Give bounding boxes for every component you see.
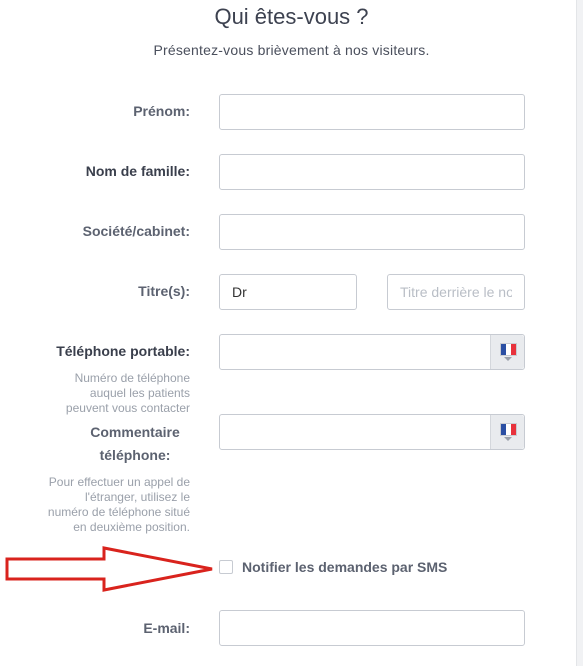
page-subtitle: Présentez-vous brièvement à nos visiteurs. xyxy=(153,42,430,58)
sms-notify-checkbox[interactable] xyxy=(219,560,233,574)
phone-comment-field[interactable] xyxy=(219,414,525,450)
page-title: Qui êtes-vous ? xyxy=(214,4,369,29)
mobile-country-selector[interactable] xyxy=(490,335,524,369)
title-suffix-field[interactable] xyxy=(387,274,525,310)
scrollbar-track[interactable] xyxy=(576,0,583,666)
last-name-label: Nom de famille: xyxy=(85,163,190,179)
caret-down-icon xyxy=(504,357,512,361)
france-flag-icon xyxy=(500,343,517,356)
first-name-label: Prénom: xyxy=(133,103,190,119)
sms-notify-label[interactable]: Notifier les demandes par SMS xyxy=(242,559,448,575)
company-label: Société/cabinet: xyxy=(82,223,190,239)
red-arrow-icon xyxy=(4,545,216,595)
last-name-field[interactable] xyxy=(219,154,525,190)
title-prefix-field[interactable] xyxy=(219,274,357,310)
mobile-phone-field[interactable] xyxy=(219,334,525,370)
company-field[interactable] xyxy=(219,214,525,250)
first-name-field[interactable] xyxy=(219,94,525,130)
email-label: E-mail: xyxy=(143,620,190,636)
mobile-phone-help: Numéro de téléphone auquel les patients peuvent vous contacter xyxy=(65,371,190,415)
phone-comment-label: Commentaire téléphone: xyxy=(90,424,180,463)
titles-label: Titre(s): xyxy=(138,283,190,299)
comment-country-selector[interactable] xyxy=(490,415,524,449)
france-flag-icon xyxy=(500,423,517,436)
caret-down-icon xyxy=(504,437,512,441)
phone-comment-help: Pour effectuer un appel de l'étranger, utilisez le numéro de téléphone situé en deuxième position. xyxy=(47,475,190,534)
email-field[interactable] xyxy=(219,610,525,646)
mobile-phone-label: Téléphone portable: xyxy=(56,343,190,359)
